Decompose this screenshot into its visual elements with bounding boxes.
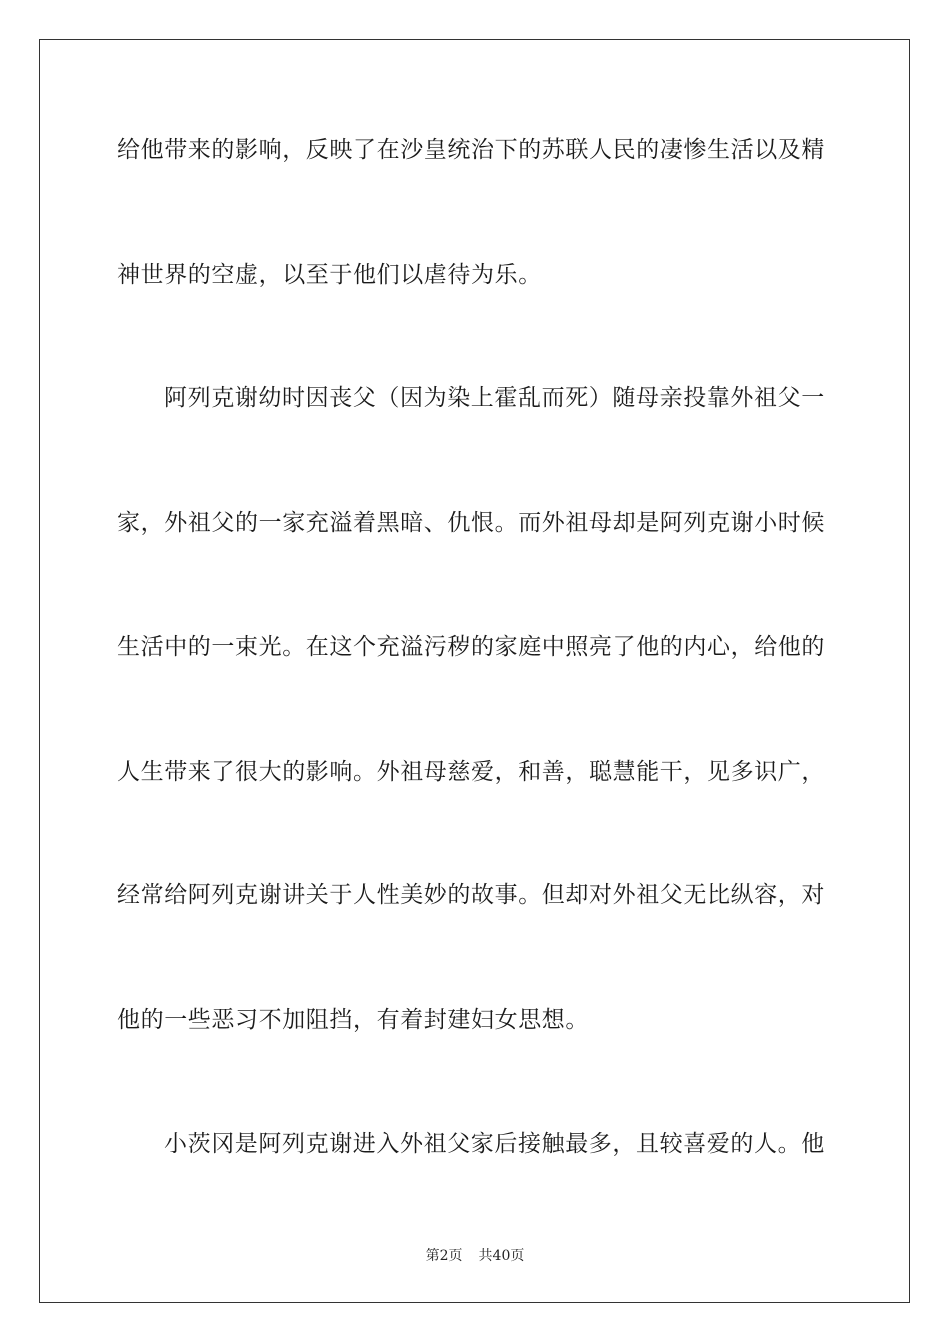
- text-line: 生活中的一束光。在这个充溢污秽的家庭中照亮了他的内心，给他的: [117, 634, 825, 660]
- page-total: 共40页: [478, 1248, 525, 1264]
- page-border: [39, 39, 910, 1303]
- text-line: 经常给阿列克谢讲关于人性美妙的故事。但却对外祖父无比纵容，对: [117, 882, 825, 908]
- text-line: 家，外祖父的一家充溢着黑暗、仇恨。而外祖母却是阿列克谢小时候: [117, 510, 825, 536]
- text-line: 他的一些恶习不加阻挡，有着封建妇女思想。: [117, 1007, 589, 1033]
- paragraph-start-line: 小茨冈是阿列克谢进入外祖父家后接触最多，且较喜爱的人。他: [164, 1131, 825, 1157]
- page-footer: [0, 1247, 950, 1265]
- page-number: 第2页: [425, 1248, 463, 1264]
- text-line: 人生带来了很大的影响。外祖母慈爱，和善，聪慧能干，见多识广，: [117, 759, 825, 785]
- text-line: 给他带来的影响，反映了在沙皇统治下的苏联人民的凄惨生活以及精: [117, 137, 825, 163]
- text-line: 神世界的空虚，以至于他们以虐待为乐。: [117, 262, 542, 288]
- paragraph-start-line: 阿列克谢幼时因丧父（因为染上霍乱而死）随母亲投靠外祖父一: [164, 385, 825, 411]
